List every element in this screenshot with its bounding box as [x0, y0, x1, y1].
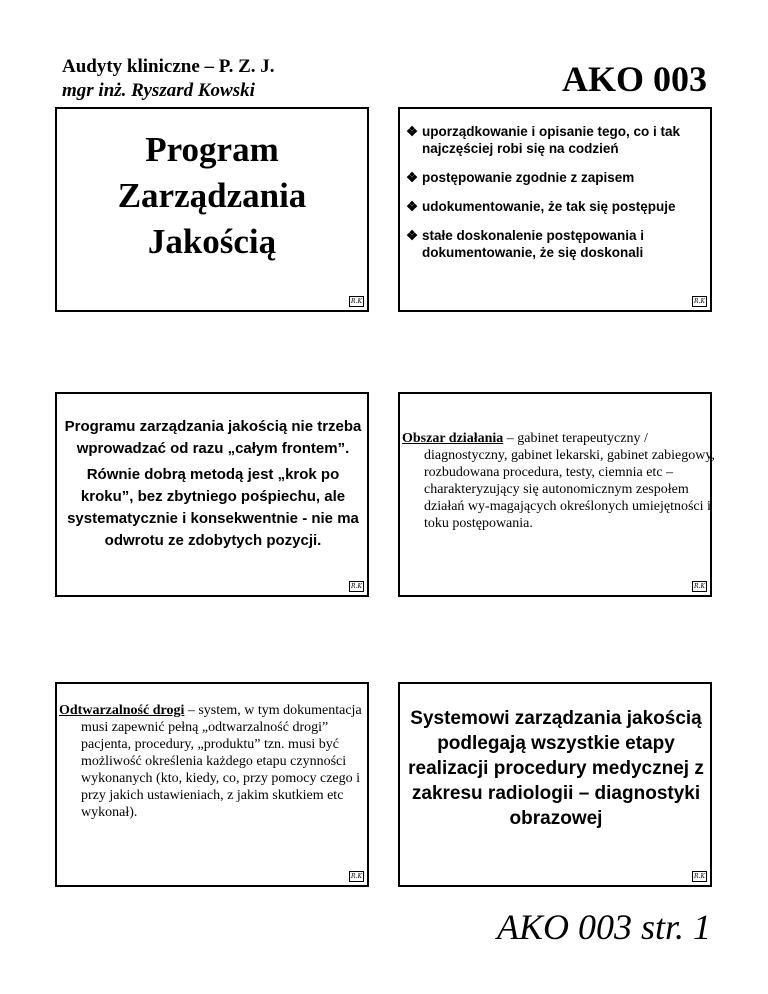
document-code: AKO 003	[562, 59, 708, 99]
diamond-bullet-icon: ❖	[406, 170, 419, 185]
bullet-item: ❖ udokumentowanie, że tak się postępuje	[406, 199, 676, 214]
slide-4-definition	[402, 430, 730, 532]
slide-1-title-line: Zarządzania	[117, 176, 307, 215]
diamond-bullet-icon: ❖	[406, 199, 419, 214]
definition-text: – system, w tym dokumentacja musi zapewnić pełną „odtwarzalność drogi” pacjenta, procedury, „produktu” tzn. musi być możliwość określenia każdego etapu czynności wykonanych (kto, kiedy, co, przy pomocy czego i przy jakich ustawieniach, z jakim skutkiem etc wykonał).	[81, 703, 362, 820]
slide-6	[398, 682, 712, 887]
slide-1-title-line: Jakością	[147, 222, 277, 261]
slide-1-title-line: Program	[145, 130, 279, 169]
bullet-item: ❖ postępowanie zgodnie z zapisem	[406, 170, 635, 185]
rk-mark: R.K	[692, 871, 707, 882]
slide-5	[55, 682, 369, 887]
slide-1	[55, 107, 369, 312]
slide-6-statement: Systemowi zarządzania jakością podlegają wszystkie etapy realizacji procedury medycznej z zakresu radiologii – diagnostyki obrazowej	[408, 708, 704, 829]
definition-term: Odtwarzalność drogi	[59, 703, 185, 718]
slide-3-paragraph: Równie dobrą metodą jest „krok po kroku”, bez zbytniego pośpiechu, ale systematycznie i konsekwentnie - nie ma odwrotu ze zdobytych pozycji.	[67, 466, 359, 549]
page-footer: AKO 003 str. 1	[497, 907, 712, 947]
bullet-item: ❖ uporządkowanie i opisanie tego, co i tak najczęściej robi się na codzień	[406, 124, 681, 156]
rk-mark: R.K	[349, 296, 364, 307]
header-author: mgr inż. Ryszard Kowski	[62, 80, 255, 101]
bullet-list	[406, 123, 702, 273]
bullet-item: ❖ stałe doskonalenie postępowania i dokumentowanie, że się doskonali	[406, 228, 645, 260]
rk-mark: R.K	[349, 581, 364, 592]
slide-2	[398, 107, 712, 312]
rk-mark: R.K	[692, 296, 707, 307]
definition-text: – gabinet terapeutyczny / diagnostyczny, gabinet lekarski, gabinet zabiegowy, rozbudowana procedura, testy, ciemnia etc – charakteryzujący się autonomicznym zespołem działań wy-magających określonych umiejętności i toku postępowania.	[424, 431, 715, 531]
slide-3-paragraph: Programu zarządzania jakością nie trzeba wprowadzać od razu „całym frontem”.	[64, 418, 362, 457]
diamond-bullet-icon: ❖	[406, 124, 419, 139]
definition-term: Obszar działania	[402, 431, 504, 446]
slide-4	[398, 392, 715, 597]
header-course-title: Audyty kliniczne – P. Z. J.	[62, 56, 275, 77]
rk-mark: R.K	[692, 581, 707, 592]
slide-3	[55, 392, 369, 597]
slide-5-definition	[59, 702, 381, 821]
diamond-bullet-icon: ❖	[406, 228, 419, 243]
rk-mark: R.K	[349, 871, 364, 882]
